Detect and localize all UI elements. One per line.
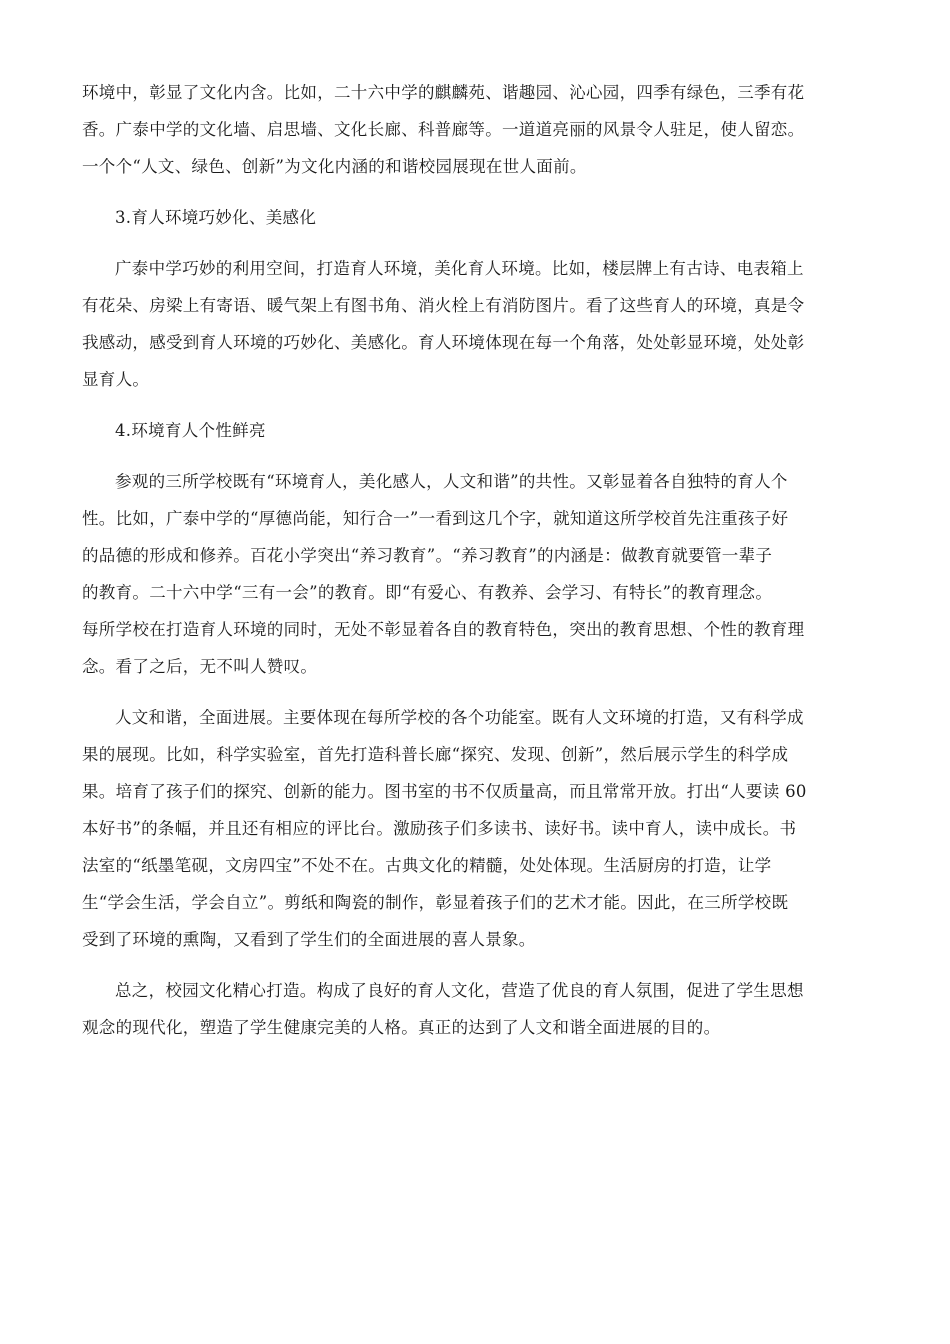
paragraph-line: 受到了环境的熏陶，又看到了学生们的全面进展的喜人景象。	[82, 930, 536, 949]
paragraph-line: 果的展现。比如，科学实验室，首先打造科普长廊“探究、发现、创新”，然后展示学生的科学成	[82, 745, 789, 764]
paragraph-line: 环境中，彰显了文化内含。比如，二十六中学的麒麟苑、谐趣园、沁心园，四季有绿色，三季有花	[82, 83, 805, 102]
paragraph-line: 广泰中学巧妙的利用空间，打造育人环境，美化育人环境。比如，楼层牌上有古诗、电表箱上	[115, 259, 804, 278]
paragraph-line: 一个个“人文、绿色、创新”为文化内涵的和谐校园展现在世人面前。	[82, 157, 587, 176]
paragraph-line: 参观的三所学校既有“环境育人，美化感人，人文和谐”的共性。又彰显着各自独特的育人个	[115, 472, 788, 491]
paragraph-line: 有花朵、房梁上有寄语、暖气架上有图书角、消火栓上有消防图片。看了这些育人的环境，真是令	[82, 296, 805, 315]
document-page	[82, 74, 860, 1046]
paragraph-line: 香。广泰中学的文化墙、启思墙、文化长廊、科普廊等。一道道亮丽的风景令人驻足，使人留恋。	[82, 120, 805, 139]
paragraph-line: 的品德的形成和修养。百花小学突出“养习教育”。“养习教育”的内涵是：做教育就要管一辈子	[82, 546, 773, 565]
paragraph-line: 人文和谐，全面进展。主要体现在每所学校的各个功能室。既有人文环境的打造，又有科学成	[115, 708, 804, 727]
paragraph-line: 果。培育了孩子们的探究、创新的能力。图书室的书不仅质量高，而且常常开放。打出“人要读 60	[82, 782, 807, 801]
paragraph-line: 本好书”的条幅，并且还有相应的评比台。激励孩子们多读书、读好书。读中育人，读中成长。书	[82, 819, 797, 838]
paragraph-line: 显育人。	[82, 370, 150, 389]
section-heading: 3.育人环境巧妙化、美感化	[115, 208, 317, 227]
paragraph-line: 的教育。二十六中学“三有一会”的教育。即“有爱心、有教养、会学习、有特长”的教育理念。	[82, 583, 773, 602]
paragraph-line: 念。看了之后，无不叫人赞叹。	[82, 657, 318, 676]
section-heading: 4.环境育人个性鲜亮	[115, 421, 266, 440]
paragraph-line: 性。比如，广泰中学的“厚德尚能，知行合一”一看到这几个字，就知道这所学校首先注重孩子好	[82, 509, 789, 528]
paragraph-line: 法室的“纸墨笔砚，文房四宝”不处不在。古典文化的精髓，处处体现。生活厨房的打造，让学	[82, 856, 772, 875]
paragraph-line: 观念的现代化，塑造了学生健康完美的人格。真正的达到了人文和谐全面进展的目的。	[82, 1018, 721, 1037]
paragraph-line: 每所学校在打造育人环境的同时，无处不彰显着各自的教育特色，突出的教育思想、个性的教育理	[82, 620, 805, 639]
paragraph-line: 总之，校园文化精心打造。构成了良好的育人文化，营造了优良的育人氛围，促进了学生思想	[115, 981, 804, 1000]
paragraph-line: 生“学会生活，学会自立”。剪纸和陶瓷的制作，彰显着孩子们的艺术才能。因此，在三所学校既	[82, 893, 789, 912]
paragraph-line: 我感动，感受到育人环境的巧妙化、美感化。育人环境体现在每一个角落，处处彰显环境，处处彰	[82, 333, 805, 352]
